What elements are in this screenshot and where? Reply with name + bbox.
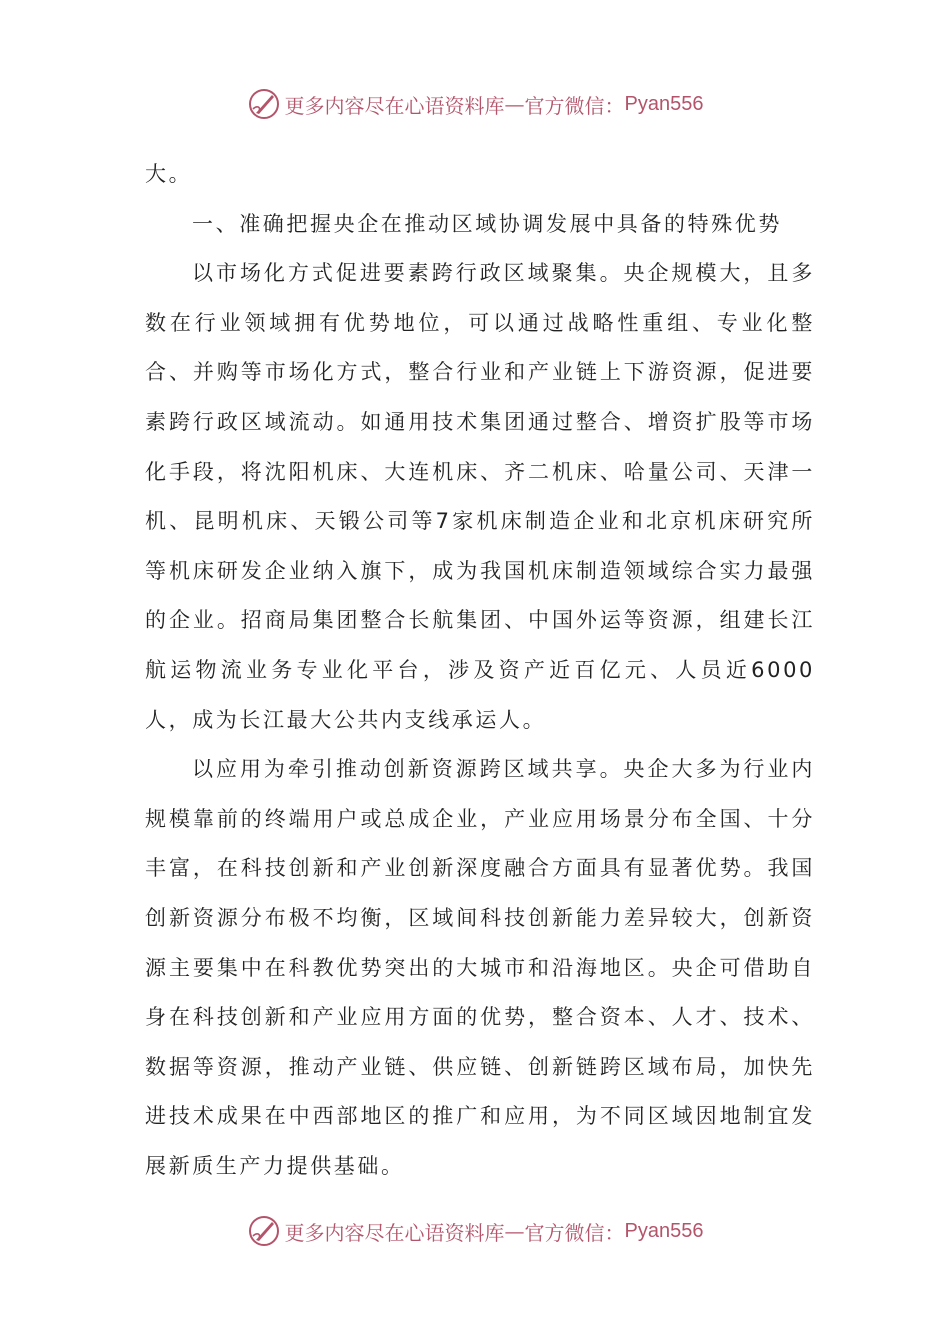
paragraph-continuation: 大。 <box>145 162 193 186</box>
watermark-wechat-id: Pyan556 <box>624 92 704 115</box>
header-watermark <box>0 84 950 124</box>
paragraph-market: 以市场化方式促进要素跨行政区域聚集。央企规模大，且多数在行业领域拥有优势地位，可以通过战略性重组、专业化整合、并购等市场化方式，整合行业和产业链上下游资源，促进要素跨行政区域流动。如通用技术集团通过整合、增资扩股等市场化手段，将沈阳机床、大连机床、齐二机床、哈量公司、天津一机、昆明机床、天锻公司等7家机床制造企业和北京机床研究所等机床研发企业纳入旗下，成为我国机床制造领域综合实力最强的企业。招商局集团整合长航集团、中国外运等资源，组建长江航运物流业务专业化平台，涉及资产近百亿元、人员近6000人，成为长江最大公共内支线承运人。 <box>145 261 815 732</box>
paragraph-innovation: 以应用为牵引推动创新资源跨区域共享。央企大多为行业内规模靠前的终端用户或总成企业，产业应用场景分布全国、十分丰富，在科技创新和产业创新深度融合方面具有显著优势。我国创新资源分布极不均衡，区域间科技创新能力差异较大，创新资源主要集中在科教优势突出的大城市和沿海地区。央企可借助自身在科技创新和产业应用方面的优势，整合资本、人才、技术、数据等资源，推动产业链、供应链、创新链跨区域布局，加快先进技术成果在中西部地区的推广和应用，为不同区域因地制宜发展新质生产力提供基础。 <box>145 757 815 1178</box>
section-heading: 一、准确把握央企在推动区域协调发展中具备的特殊优势 <box>192 211 782 236</box>
watermark-wechat-id: Pyan556 <box>624 1219 704 1242</box>
document-body <box>145 150 815 1191</box>
watermark-title: 更多内容尽在心语资料库 <box>284 1220 505 1245</box>
watermark-title: 更多内容尽在心语资料库 <box>284 93 505 118</box>
watermark-wechat-label: 官方微信： <box>524 93 625 118</box>
watermark-dash: — <box>504 1219 525 1243</box>
watermark-wechat-label: 官方微信： <box>524 1220 625 1245</box>
footer-watermark <box>0 1211 950 1251</box>
quill-pen-logo-icon <box>247 1214 281 1248</box>
watermark-dash: — <box>504 92 525 116</box>
quill-pen-logo-icon <box>247 87 281 121</box>
